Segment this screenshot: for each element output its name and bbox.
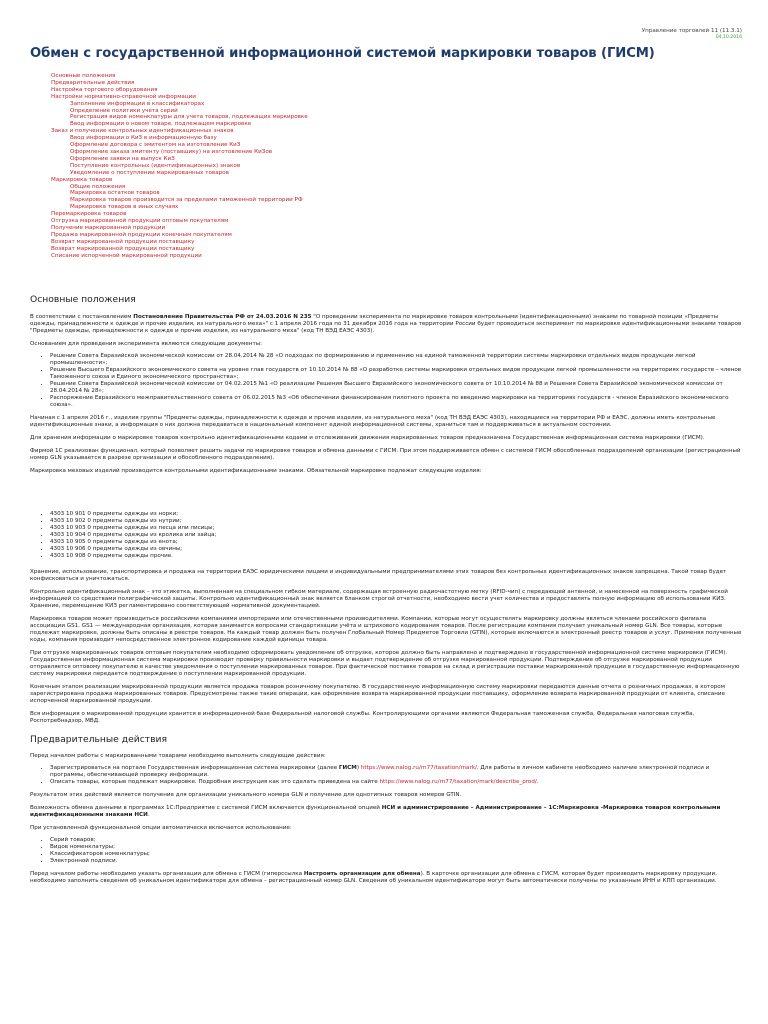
paragraph: Маркировка меховых изделий производится контрольными идентификационными знаками. Обязательной маркировке подлежат следующие изделия: <box>30 468 482 474</box>
describe-products-link[interactable]: https://www.nalog.ru/rn77/taxation/mark/describe_prod/ <box>379 779 537 785</box>
toc-link[interactable]: Оформление договора с эмитентом на изготовление КиЗ <box>70 142 241 149</box>
toc-link[interactable]: Маркировка остатков товаров <box>70 190 160 197</box>
paragraph: Контрольно идентификационный знак – это этикетка, выполненная на специальном гибком материале, содержащая встроенную радиочастотную метку (RFID-чип) с передающей антенной, и нанесенной на поверхность графической информацией со средствами полиграфической защиты. Контрольно идентификационный знак является бланком строгой отчетности, необходимо вести учет количества и предоставлять полную информацию об использовании КИЗ. Хранение, перемещение КИЗ регламентировано соответствующей нормативной документацией. <box>30 589 728 609</box>
bold-text: Настроить организации для обмена <box>303 871 421 877</box>
toc-link[interactable]: Заказ и получение контрольных идентификационных знаков <box>51 128 234 135</box>
paragraph: Хранение, использование, транспортировка и продажа на территории ЕАЭС юридическими лицами и индивидуальными предпринимателями этих товаров без контрольных идентификационных знаков запрещена. Такой товар будет конфисковаться и уничтожаться. <box>30 569 727 582</box>
bold-text: ГИСМ <box>338 765 357 771</box>
steps-list <box>30 765 742 786</box>
list-item: • 4303 10 903 0 предметы одежды из песца или лисицы; <box>50 525 742 532</box>
text: "О проведении эксперимента по маркировке товаров контрольными (идентификационными) знаками по товарной позиции «Предметы одежды, принадлежности к одежде и прочие изделия, из натурального меха»" с 1 апреля 2016 года по 31 декабря 2016 года на территории России будет проводиться эксперимент по маркировке идентификационными знаками товаров "Предметы одежды, принадлежности к одежде и прочие изделия, из натурального меха" (код ТН ВЭД ЕАЭС 4303). <box>30 314 742 334</box>
section-preliminary-actions <box>30 734 742 885</box>
toc-link[interactable]: Основные положения <box>51 73 116 79</box>
toc-link[interactable]: Отгрузка маркированной продукции оптовым покупателям <box>51 218 229 225</box>
paragraph: Для хранения информации о маркировке товаров контрольно идентификационными кодами и отслеживания движения маркированных товаров предназначена Государственная информационная система маркировки (ГИСМ). <box>30 435 705 441</box>
product-version: Управление торговлей 11 (11.3.1) <box>641 28 742 34</box>
list-item: • 4303 10 908 0 предметы одежды прочие. <box>50 553 742 560</box>
list-item: • Видов номенклатуры; <box>50 844 742 851</box>
paragraph: Результатом этих действий является получение для организации уникального номера GLN и получение для однотипных товаров номеров GTIN. <box>30 792 462 798</box>
main-content <box>30 294 742 891</box>
gism-portal-link[interactable]: https://www.nalog.ru/rn77/taxation/mark/ <box>360 765 477 771</box>
paragraph <box>30 871 742 885</box>
list-item <box>50 765 742 779</box>
list-item: • Классификаторов номенклатуры; <box>50 851 742 858</box>
paragraph: Основанием для проведения эксперимента являются следующие документы: <box>30 341 263 347</box>
paragraph: Фирмой 1С реализован функционал, который позволяет решить задачи по маркировке товаров и обмена данными с ГИСМ. При этом поддерживается обмен с системой ГИСМ обособленных подразделений организации (регистрационный номер GLN указывается в разрезе организации и обособленного подразделения). <box>30 448 741 461</box>
paragraph: Маркировка товаров может производиться российскими компаниями импортерами или отечественными производителями. Компании, которые могут осуществлять маркировку должны являться членами российского филиала ассоциации GS1. GS1 — международная организация, которая занимается вопросами стандартизации учёта и штрихового кодирования товаров. После регистрации компания получает уникальный номер GLN. Все товары, которые подлежат маркировке, должны быть описаны в реестре товаров. На каждый товар должен быть получен Глобальный Номер Предметов Торговли (GTIN), которые включаются в электронный реестр товаров и услуг. Применяя полученные коды, компания производит непосредственное электронное кодирование каждой единицы товара. <box>30 616 742 643</box>
list-item: • Решение Высшего Евразийского экономического совета на уровне глав государств от 10.10.2014 № 88 «О разработке системы маркировки отдельных видов продукции легкой промышленности на территориях государств – членов Таможенного союза и Единого экономического пространства»; <box>50 367 742 381</box>
paragraph: Начиная с 1 апреля 2016 г., изделия группы "Предметы одежды, принадлежности к одежде и прочие изделия, из натурального меха" (код ТН ВЭД ЕАЭС 4303), находящиеся на территории РФ и ЕАЭС, должны иметь контрольные идентификационные знаки, а информация о них должна передаваться в национальный компонент единой информационной системы, храниться там и поддерживаться в актуальном состоянии. <box>30 415 716 428</box>
text: ) <box>356 765 361 771</box>
toc-link[interactable]: Оформление заявки на выпуск КиЗ <box>70 155 175 162</box>
paragraph <box>30 314 742 335</box>
list-item <box>50 779 742 786</box>
toc-link[interactable]: Настройки нормативно-справочной информации <box>51 93 196 100</box>
toc-link[interactable]: Регистрация видов номенклатуры для учета товаров, подлежащих маркировке <box>70 114 308 121</box>
toc-link[interactable]: Возврат маркированной продукции поставщику <box>51 245 195 252</box>
list-item: • Распоряжение Евразийского межправительственного совета от 06.02.2015 №3 «Об обеспечении финансирования пилотного проекта по введению маркировки на территориях государств - членов Евразийского экономического союза». <box>50 395 742 409</box>
codes-list <box>30 511 742 560</box>
text: Возможность обмена данными в программах 1С:Предприятие с системой ГИСМ включается функциональной опцией <box>30 805 382 811</box>
toc-link[interactable]: Списание испорченной маркированной продукции <box>51 252 202 259</box>
list-item: • 4303 10 905 0 предметы одежды из енота; <box>50 539 742 546</box>
toc-link[interactable]: Определение политики учета серий <box>70 107 178 114</box>
toc-link[interactable]: Получение маркированной продукции <box>51 224 166 231</box>
table-of-contents <box>51 73 571 259</box>
toc-link[interactable]: Настройка торгового оборудования <box>51 86 158 93</box>
toc-link[interactable]: Уведомление о поступлении маркированных товаров <box>70 169 229 176</box>
text: Зарегистрироваться на портале Государственная информационная система маркировки (далее <box>50 765 339 771</box>
list-item: • 4303 10 901 0 предметы одежды из норки; <box>50 511 742 518</box>
toc-link[interactable]: Маркировка товаров <box>51 176 113 183</box>
toc-link[interactable]: Поступление контрольных (идентификационных) знаков <box>70 162 241 169</box>
toc-link[interactable]: Предварительные действия <box>51 79 135 86</box>
auto-enabled-list <box>30 837 742 865</box>
text: . <box>147 812 150 818</box>
page-title: Обмен с государственной информационной системой маркировки товаров (ГИСМ) <box>30 46 655 61</box>
toc-link[interactable]: Оформление заказа эмитенту (поставщику) на изготовление КиЗов <box>70 148 273 155</box>
toc-link[interactable]: Возврат маркированной продукции поставщику <box>51 238 195 245</box>
list-item: • 4303 10 906 0 предметы одежды из овчины; <box>50 546 742 553</box>
toc-link[interactable]: Маркировка товаров в иных случаях <box>70 204 179 211</box>
paragraph <box>30 805 742 819</box>
paragraph: Перед началом работы с маркированными товарами необходимо выполнить следующие действия: <box>30 753 326 759</box>
bold-text: НСИ и администрирование – Администрирование – 1С:Маркировка -Маркировка товаров контрольными идентификационными знаками НСИ <box>30 805 721 818</box>
toc-link[interactable]: Заполнение информации в классификаторах <box>70 100 205 107</box>
bold-text: Постановление Правительства РФ от 24.03.2016 N 235 <box>133 314 312 320</box>
list-item: • 4303 10 902 0 предметы одежды из нутрии; <box>50 518 742 525</box>
list-item: • 4303 10 904 0 предметы одежды из кролика или зайца; <box>50 532 742 539</box>
toc-link[interactable]: Перемаркировка товаров <box>51 211 127 218</box>
toc-link[interactable]: Общие положения <box>70 183 126 190</box>
toc-link[interactable]: Ввод информации о новом товаре, подлежащем маркировке <box>70 121 252 128</box>
text: . Для работы в личном кабинете необходимо наличие электронной подписи и программы, обеспечивающей проверку информации. <box>50 765 710 778</box>
toc-link[interactable]: Продажа маркированной продукции конечным покупателям <box>51 231 232 238</box>
text: . <box>536 779 539 785</box>
documents-list <box>30 353 742 409</box>
list-item: • Решение Совета Евразийской экономической комиссии от 28.04.2014 № 28 «О подходах по формированию и применению на единой таможенной территории системы маркировки отдельных видов продукции легкой промышленности»; <box>50 353 742 367</box>
section-main-provisions <box>30 294 742 725</box>
paragraph: При установленной функциональной опции автоматически включается использование: <box>30 825 292 831</box>
document-header <box>642 28 742 41</box>
paragraph: Конечным этапом реализации маркированной продукции является продажа товаров розничному покупателю. В государственную информационную систему маркировки передаются данные отчета о розничных продажах, в котором зарегистрирована продажа маркированных товаров. Предусмотрены также такие операции, как оформление возврата маркированной продукции поставщику, оформление возврата маркированной продукции от клиента, списание испорченной маркированной продукции. <box>30 684 725 704</box>
section-heading: Основные положения <box>30 294 136 305</box>
list-item: • Электронной подписи. <box>50 858 742 865</box>
section-heading: Предварительные действия <box>30 734 168 745</box>
text: Перед началом работы необходимо указать организации для обмена с ГИСМ (гиперссылка <box>30 871 304 877</box>
text: Описать товары, которые подлежат маркировке. Подробная инструкция как это сделать приведена на сайте <box>50 779 380 785</box>
text: В соответствии с постановлением <box>30 314 134 320</box>
list-item: • Серий товаров; <box>50 837 742 844</box>
toc-link[interactable]: Маркировка товаров производится за пределами таможенной территории РФ <box>70 197 303 204</box>
text: ). В карточке организации для обмена с ГИСМ, которая будет производить маркировку продукции, необходимо заполнить сведения об уникальном идентификаторе для обмена – регистрационный номер GLN. Сведения об уникальном идентификаторе могут быть автоматически получены по указанным ИНН и КПП организации. <box>30 871 717 884</box>
paragraph: Вся информация о маркированной продукции хранится в информационной базе Федеральной налоговой службы. Контролирующими органами являются Федеральная таможенная служба, Федеральная налоговая служба, Роспотребнадзор, МВД. <box>30 711 695 724</box>
document-date: 04.10.2016 <box>715 35 742 40</box>
paragraph: При отгрузке маркированных товаров оптовым покупателям необходимо сформировать уведомление об отгрузке, которое должно быть направлено и подтверждено в государственной информационной системе маркировки (ГИСМ). Государственная информационная система маркировки производит проверку правильности маркировки и выдает подтверждение об отгрузке маркированной продукции. Подтверждение об отгрузке маркированной продукции отправляется оптовому покупателю в качестве уведомления о поступлении маркированных товаров. При фактической поставке товаров на склад и регистрации поставки маркированной продукции в государственную информационную систему маркировки передается подтверждение о поступлении маркированной продукции. <box>30 650 740 677</box>
toc-link[interactable]: Ввод информации о КиЗ в информационную базу <box>70 135 217 142</box>
list-item: • Решение Совета Евразийской экономической комиссии от 04.02.2015 №1 «О реализации Решения Высшего Евразийского экономического совета от 10.10.2014 № 88 и Решения Совета Евразийской экономической комиссии от 28.04.2014 № 28»; <box>50 381 742 395</box>
